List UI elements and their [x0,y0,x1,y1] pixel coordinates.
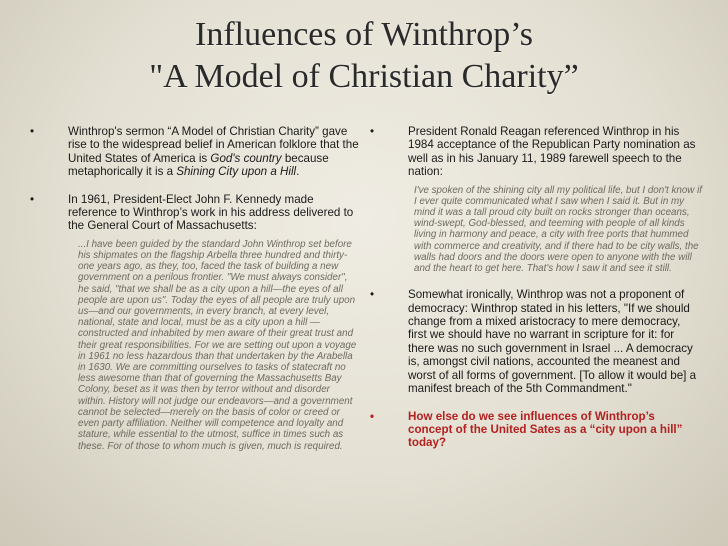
bullet-text: Winthrop's sermon “A Model of Christian Charity” gave rise to the widespread belief in American folklore that the United States of America is [68,125,359,165]
bullet-text-italic: God's country [210,151,282,165]
left-column [30,125,360,466]
bullet-text-italic: Shining City upon a Hill [176,165,297,179]
bullet-icon: • [370,288,375,302]
bullet-icon: • [370,125,375,138]
reagan-quote: I've spoken of the shining city all my political life, but I don't know if I ever quite communicated what I saw when I said it. But in my mind it was a tall proud city built on rocks stronger than oceans, wind-swept, God-blessed, and teeming with people of all kinds living in harmony and peace, a city with free ports that hummed with commerce and creativity, and if there had to be city walls, the walls had doors and the doors were open to anyone with the will and the heart to get here. That's how I saw it and see it still. [414,184,702,275]
right-column [370,125,702,464]
kennedy-quote: ...I have been guided by the standard John Winthrop set before his shipmates on the flagship Arbella three hundred and thirty-one years ago, as they, too, faced the task of building a new government on a perilous frontier. "We must always consider", he said, "that we shall be as a city upon a hill—the eyes of all people are upon us". Today the eyes of all people are truly upon us—and our governments, in every branch, at every level, national, state and local, must be as a city upon a hill — constructed and inhabited by men aware of their great trust and their great responsibilities. For we are setting out upon a voyage in 1961 no less hazardous than that undertaken by the Arabella in 1630. We are committing ourselves to tasks of statecraft no less awesome than that of governing the Massachusetts Bay Colony, beset as it was then by terror without and disorder within. History will not judge our endeavors—and a government cannot be selected—merely on the basis of color or creed or even party affiliation. Neither will competence and loyalty and stature, while essential to the utmost, suffice in times such as these. For of those to whom much is given, much is required. [78,238,357,452]
bullet-text: . [296,165,300,179]
bullet-text: In 1961, President-Elect John F. Kennedy made reference to Winthrop’s work in his address delivered to the General Court of Massachusetts: [68,192,354,233]
bullet-democracy [370,288,702,395]
bullet-text: Somewhat ironically, Winthrop was not a proponent of democracy: Winthrop stated in his letters, "If we should change from a mixed aristocracy to mere democracy, first we should have no warrant in scripture for it: for there was no such government in Israel ... A democracy is, amongst civil nations, accounted the meanest and worst of all forms of government. [To allow it would be] a manifest breach of the 5th Commandment." [408,288,697,396]
bullet-text: because metaphorically it is a [68,151,329,179]
title-line-2: "A Model of Christian Charity” [149,58,579,95]
bullet-reagan [370,125,702,179]
bullet-sermon [30,125,360,179]
bullet-text: How else do we see influences of Winthrop’s concept of the United Sates as a “city upon a hill” today? [408,409,683,450]
bullet-question [370,410,702,450]
bullet-icon: • [30,192,35,206]
bullet-icon: • [30,125,35,138]
bullet-icon: • [370,409,375,423]
bullet-kennedy [30,193,360,233]
bullet-text: President Ronald Reagan referenced Winthrop in his 1984 acceptance of the Republican Party nomination as well as in his January 11, 1989 farewell speech to the nation: [408,125,696,179]
title-line-1: Influences of Winthrop’s [195,16,533,53]
slide-title [0,14,728,98]
